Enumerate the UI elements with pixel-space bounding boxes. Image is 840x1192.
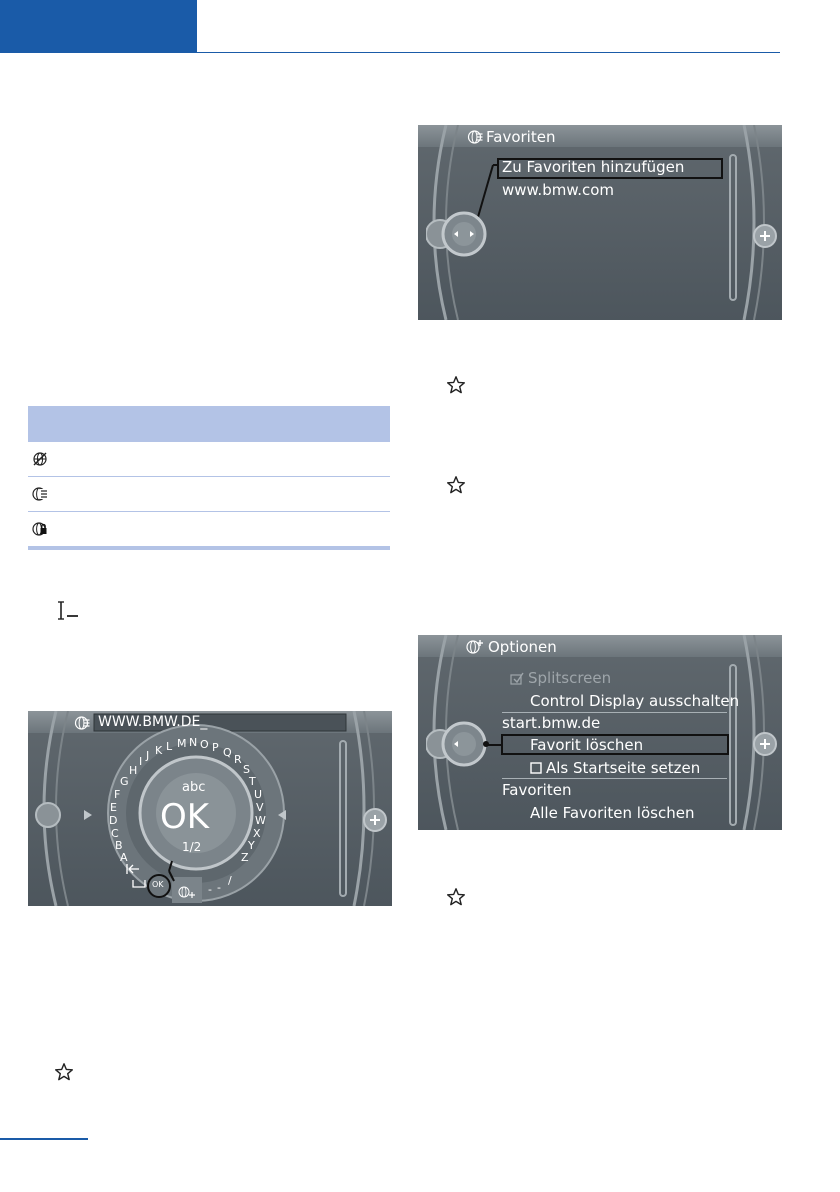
letter-key[interactable]: H — [129, 764, 138, 777]
letter-key[interactable]: Q — [223, 746, 232, 759]
globe-list-icon — [74, 715, 91, 731]
letter-key[interactable]: U — [254, 788, 263, 801]
letter-key[interactable]: A — [120, 851, 128, 864]
letter-key[interactable]: C — [111, 827, 119, 840]
plus-icon[interactable] — [362, 807, 388, 833]
letter-key[interactable]: W — [255, 814, 266, 827]
controller-knob[interactable] — [34, 801, 62, 829]
list-item-bmw-com[interactable]: www.bmw.com — [502, 181, 615, 199]
letter-key[interactable]: V — [256, 801, 264, 814]
symbol-key[interactable]: / — [228, 874, 232, 887]
menu-item-splitscreen: Splitscreen — [528, 669, 612, 687]
favorites-screen — [418, 125, 782, 320]
screen-title: Favoriten — [486, 128, 556, 146]
selected-ok-key-label: OK — [152, 880, 164, 889]
letter-key[interactable]: B — [115, 839, 123, 852]
menu-separator — [502, 712, 727, 713]
letter-key[interactable]: Y — [248, 839, 255, 852]
menu-item-set-start[interactable]: Als Startseite setzen — [546, 759, 701, 777]
options-screen — [418, 635, 782, 830]
globe-add-icon[interactable] — [178, 885, 196, 899]
menu-separator — [502, 778, 727, 779]
letter-key[interactable]: T — [249, 775, 256, 788]
plus-icon[interactable] — [752, 731, 778, 757]
table-row — [28, 477, 390, 512]
text-cursor-icon — [56, 600, 80, 622]
letter-key[interactable]: F — [114, 788, 121, 801]
globe-plus-icon — [466, 639, 484, 655]
globe-list-icon — [32, 486, 48, 502]
letter-key[interactable]: J — [146, 749, 150, 762]
splitscreen-check-icon — [510, 672, 524, 686]
letter-key[interactable]: D — [109, 814, 118, 827]
menu-section-start: start.bmw.de — [502, 714, 601, 732]
letter-key[interactable]: E — [110, 801, 117, 814]
menu-item-control-display[interactable]: Control Display ausschalten — [530, 692, 740, 710]
symbol-key[interactable]: - — [217, 881, 221, 894]
checkbox-icon[interactable] — [530, 762, 542, 774]
controller-knob[interactable] — [426, 721, 490, 767]
screen-frame — [28, 711, 392, 906]
table-row — [28, 442, 390, 477]
letter-key[interactable]: L — [166, 740, 173, 753]
menu-section-favorites: Favoriten — [502, 781, 572, 799]
ok-button[interactable]: OK — [160, 797, 210, 837]
symbol-key[interactable]: - — [208, 883, 212, 896]
star-outline-icon — [446, 375, 466, 395]
menu-item-delete-all[interactable]: Alle Favoriten löschen — [530, 804, 695, 822]
star-outline-icon — [446, 887, 466, 907]
letter-key[interactable]: Z — [241, 851, 249, 864]
star-outline-icon — [446, 475, 466, 495]
plus-icon[interactable] — [752, 223, 778, 249]
letter-key[interactable]: I — [139, 755, 143, 768]
menu-item-delete-favorite[interactable]: Favorit löschen — [530, 736, 644, 754]
globe-crossed-icon — [32, 451, 48, 467]
globe-list-icon — [467, 129, 484, 145]
header-rule — [197, 52, 780, 53]
letter-key[interactable]: X — [253, 827, 261, 840]
table-row — [28, 512, 390, 550]
list-item-add-favorite[interactable]: Zu Favoriten hinzufügen — [502, 158, 685, 176]
letter-key[interactable]: O — [200, 738, 209, 751]
space-icon[interactable] — [132, 879, 146, 889]
letter-key[interactable]: K — [155, 744, 163, 757]
backspace-icon[interactable] — [126, 863, 140, 875]
input-mode-label: abc — [182, 780, 206, 795]
url-keyboard-screen — [28, 711, 392, 906]
controller-knob[interactable] — [426, 211, 490, 257]
page-indicator: 1/2 — [182, 840, 202, 854]
footer-rule — [0, 1138, 88, 1140]
letter-key[interactable]: R — [234, 753, 242, 766]
symbol-table — [28, 406, 390, 550]
screen-title: Optionen — [488, 638, 557, 656]
url-input[interactable]: WWW.BMW.DE_ — [98, 714, 208, 730]
letter-key[interactable]: G — [120, 775, 129, 788]
star-outline-icon — [54, 1062, 74, 1082]
header-tab — [0, 0, 197, 53]
letter-key[interactable]: N — [189, 736, 198, 749]
globe-lock-icon — [32, 521, 48, 537]
letter-key[interactable]: M — [177, 737, 187, 750]
letter-key[interactable]: P — [212, 741, 219, 754]
symbol-table-header — [28, 406, 390, 442]
letter-key[interactable]: S — [243, 763, 250, 776]
